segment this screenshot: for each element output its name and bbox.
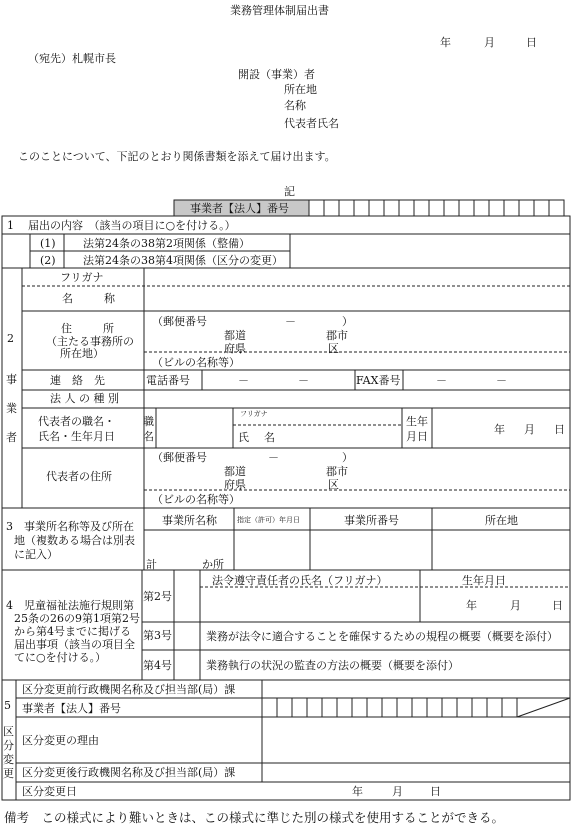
rep-prefecture-a: 都道	[224, 465, 246, 478]
sec4-item3-text: 業務が法令に適合することを確保するための規程の概要（概要を添付）	[206, 630, 558, 643]
sec4-no4[interactable]: 第4号	[143, 659, 172, 672]
sec1-item1-no: (1)	[40, 237, 56, 250]
sec3-label-1: 3 事業所名称等及び所在	[6, 520, 134, 533]
ki-label: 記	[284, 185, 295, 198]
sec5-operator-no: 事業者【法人】番号	[22, 702, 121, 715]
contact-label: 連 絡 先	[50, 374, 105, 387]
sec5-vlabel-1: 区	[3, 725, 14, 738]
sec4-header-birth: 生年月日	[462, 574, 506, 587]
rep-name-a: 氏	[238, 431, 249, 444]
date-year: 年	[440, 36, 451, 49]
rep-postal-dash: －	[268, 451, 279, 464]
sec3-col-name: 事業所名称	[162, 514, 217, 527]
postal-close: ）	[342, 315, 353, 328]
sec4-label-3: から第4号までに掲げる	[14, 625, 131, 638]
rep-label-1: 代表者の職名・	[38, 415, 115, 428]
rep-ward: 区	[328, 478, 339, 491]
sec5-number: 5	[4, 699, 11, 712]
date-day: 日	[526, 36, 537, 49]
sec1-title: 届出の内容 （該当の項目に○を付ける。）	[28, 219, 236, 232]
birth-label-a: 生年	[406, 415, 428, 428]
rep-building-label: （ビルの名称等）	[152, 493, 240, 506]
sec5-before-agency: 区分変更前行政機関名称及び担当部(局）課	[22, 683, 236, 696]
sec5-vlabel-3: 変	[3, 753, 14, 766]
county-city: 郡市	[326, 329, 348, 342]
sec4-no2[interactable]: 第2号	[143, 590, 172, 603]
ward: 区	[328, 342, 339, 355]
rep-birth-year: 年	[494, 423, 505, 436]
tel-dash-1: －	[238, 374, 249, 387]
corp-type-label: 法 人 の 種 別	[50, 392, 119, 405]
rep-birth-month: 月	[524, 423, 535, 436]
sec3-col-number: 事業所番号	[344, 514, 399, 527]
name-label-b: 称	[104, 292, 115, 305]
birth-label-b: 月日	[406, 430, 428, 443]
opener-rep-label: 代表者氏名	[284, 117, 339, 130]
fax-dash-1: －	[436, 374, 447, 387]
sec3-col-location: 所在地	[485, 514, 518, 527]
sec5-date-month: 月	[392, 785, 403, 798]
sec5-date-day: 日	[430, 785, 441, 798]
sec4-label-1: 4 児童福祉法施行規則第	[6, 599, 134, 612]
rep-address-label: 代表者の住所	[46, 470, 112, 483]
sec3-total-b: か所	[202, 558, 224, 571]
fax-label: FAX番号	[356, 374, 401, 387]
rep-name-b: 名	[264, 431, 275, 444]
address-sub2: 所在地）	[60, 347, 104, 360]
footnote: 備考 この様式により難いときは、この様式に準じた別の様式を使用することができる。	[4, 810, 505, 825]
tel-label: 電話番号	[146, 374, 190, 387]
tel-dash-2: －	[298, 374, 309, 387]
opener-name-label: 名称	[284, 99, 306, 112]
sec5-vlabel-2: 分	[3, 739, 14, 752]
sec2-vlabel-2: 業	[6, 402, 17, 415]
title-label-a: 職	[143, 415, 154, 428]
sec2-vlabel-3: 者	[6, 431, 17, 444]
sec1-item2-text[interactable]: 法第24条の38第4項関係（区分の変更）	[83, 254, 283, 267]
sec4-birth-month: 月	[510, 599, 521, 612]
name-label-a: 名	[62, 292, 73, 305]
sec1-number: 1	[7, 219, 14, 232]
sec3-total-a: 計	[146, 558, 157, 571]
date-month: 月	[484, 36, 495, 49]
sec5-reason: 区分変更の理由	[22, 734, 99, 747]
furigana-label: フリガナ	[60, 271, 104, 284]
rep-label-2: 氏名・生年月日	[38, 430, 115, 443]
sec5-date-year: 年	[352, 785, 363, 798]
rep-birth-day: 日	[554, 423, 565, 436]
rep-furigana-label: フリガナ	[240, 410, 268, 418]
sec3-label-3: に記入）	[14, 548, 58, 561]
sec5-change-date: 区分変更日	[22, 785, 77, 798]
postal-dash: －	[285, 315, 296, 328]
sec5-after-agency: 区分変更後行政機関名称及び担当部(局）課	[22, 766, 236, 779]
address-label-a: 住	[61, 322, 72, 335]
fax-dash-2: －	[496, 374, 507, 387]
sec4-no3[interactable]: 第3号	[143, 629, 172, 642]
rep-prefecture-b: 府県	[224, 478, 246, 491]
addressee: （宛先）札幌市長	[28, 52, 116, 65]
sec4-label-4: 届出事項（該当の項目全	[14, 638, 135, 651]
sec2-number: 2	[7, 332, 14, 345]
intro-text: このことについて、下記のとおり関係書類を添えて届け出ます。	[18, 150, 336, 163]
sec4-birth-year: 年	[466, 599, 477, 612]
sec4-header-name: 法令遵守責任者の氏名（フリガナ）	[212, 574, 388, 587]
building-label: （ビルの名称等）	[152, 356, 240, 369]
postal-label: （郵便番号	[152, 315, 207, 328]
opener-address-label: 所在地	[284, 83, 317, 96]
prefecture-b: 府県	[224, 342, 246, 355]
form-title: 業務管理体制届出書	[230, 4, 329, 17]
sec4-item4-text: 業務執行の状況の監査の方法の概要（概要を添付）	[206, 659, 459, 672]
sec4-label-2: 25条の26の9第1項第2号	[14, 612, 140, 625]
sec3-label-2: 地（複数ある場合は別表	[14, 534, 135, 547]
sec2-vlabel-1: 事	[6, 373, 17, 386]
sec3-col-date: 指定（許可）年月日	[237, 516, 300, 524]
prefecture-a: 都道	[224, 329, 246, 342]
rep-county-city: 郡市	[326, 465, 348, 478]
rep-postal-close: ）	[342, 451, 353, 464]
address-sub1: （主たる事務所の	[46, 335, 134, 348]
address-label-b: 所	[103, 322, 114, 335]
sec4-birth-day: 日	[552, 599, 563, 612]
sec1-item2-no: (2)	[40, 254, 56, 267]
opener-label: 開設（事業）者	[238, 68, 315, 81]
sec1-item1-text[interactable]: 法第24条の38第2項関係（整備）	[83, 237, 250, 250]
sec5-vlabel-4: 更	[3, 767, 14, 780]
sec4-label-5: てに○を付ける。）	[14, 651, 107, 664]
rep-postal-label: （郵便番号	[152, 451, 207, 464]
title-label-b: 名	[143, 430, 154, 443]
operator-no-label: 事業者【法人】番号	[190, 202, 289, 215]
